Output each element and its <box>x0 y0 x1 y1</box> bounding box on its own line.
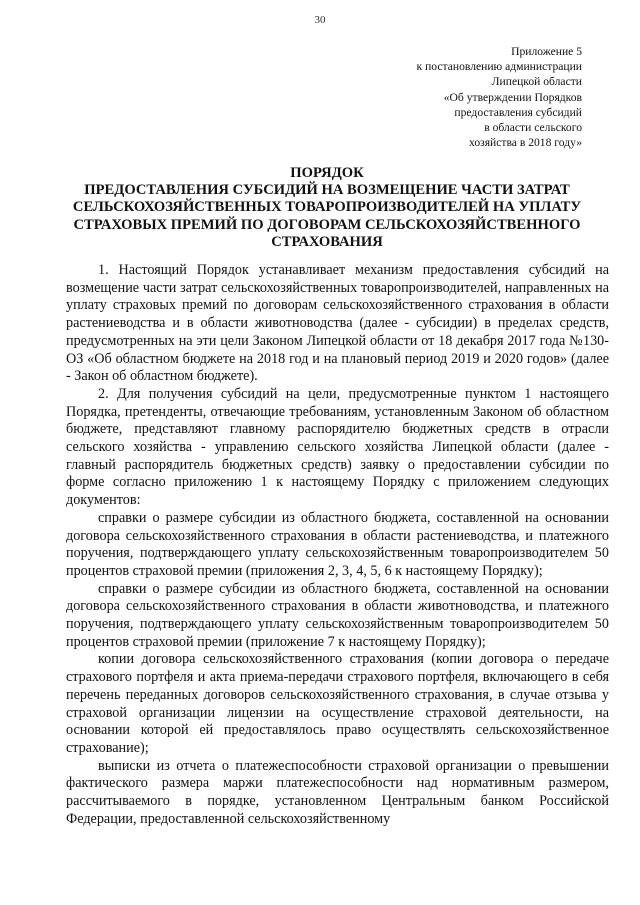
title-line: ПОРЯДОК <box>290 165 364 181</box>
title-line: СТРАХОВАНИЯ <box>271 233 383 250</box>
list-item-solvency-extract: выписки из отчета о платежеспособности страховой организации о превышении фактического размера маржи платежеспособности над нормативным размером, рассчитываемого в порядке, установленном Центральным банком Российской Федерации, предоставленной сельскохозяйственному <box>66 757 609 827</box>
list-item-crop-certificate: справки о размере субсидии из областного бюджета, составленной на основании договора сельскохозяйственного страхования в области растениеводства, и платежного поручения, подтверждающего уплату сельскохозяйственным товаропроизводителем 50 процентов страховой премии (приложения 2, 3, 4, 5, 6 к настоящему Порядку); <box>66 509 609 579</box>
document-title <box>62 165 592 251</box>
appendix-header <box>382 44 582 150</box>
appendix-line: Приложение 5 <box>511 45 582 58</box>
appendix-line: предоставления субсидий <box>454 105 582 119</box>
appendix-line: хозяйства в 2018 году» <box>468 136 582 150</box>
appendix-line: к постановлению администрации <box>416 60 582 74</box>
list-item-livestock-certificate: справки о размере субсидии из областного бюджета, составленной на основании договора сельскохозяйственного страхования в области животноводства, и платежного поручения, подтверждающего уплату сельскохозяйственным товаропроизводителем 50 процентов страховой премии (приложение 7 к настоящему Порядку); <box>66 580 609 650</box>
title-line: СЕЛЬСКОХОЗЯЙСТВЕННЫХ ТОВАРОПРОИЗВОДИТЕЛЕЙ НА УПЛАТУ <box>72 199 582 216</box>
page-number: 30 <box>314 14 326 26</box>
paragraph-1: 1. Настоящий Порядок устанавливает механизм предоставления субсидий на возмещение части затрат сельскохозяйственных товаропроизводителей, направленных на уплату страховых премий по договорам сельскохозяйственного страхования в области растениеводства и в области животноводства (далее - субсидии) в пределах средств, предусмотренных на эти цели Законом Липецкой области от 18 декабря 2017 года №130-ОЗ «Об областном бюджете на 2018 год и на плановый период 2019 и 2020 годов» (далее - Закон об областном бюджете). <box>66 262 609 385</box>
appendix-line: в области сельского <box>484 121 582 135</box>
list-item-contract-copies: копии договора сельскохозяйственного страхования (копии договора о передаче страхового портфеля и акта приема-передачи страхового портфеля, включающего в себя перечень переданных договоров сельскохозяйственного страхования, в случае отзыва у страховой организации лицензии на осуществление страховой деятельности, на основании которой ей предоставлялось право осуществлять сельскохозяйственное страхование); <box>66 651 609 756</box>
appendix-line: Липецкой области <box>491 75 582 89</box>
paragraph-2: 2. Для получения субсидий на цели, предусмотренные пунктом 1 настоящего Порядка, претенденты, отвечающие требованиям, установленным Законом об областном бюджете, представляют главному распорядителю бюджетных средств в отрасли сельского хозяйства - управлению сельского хозяйства Липецкой области (далее - главный распорядитель бюджетных средств) заявку о предоставлении субсидии по форме согласно приложению 1 к настоящему Порядку с приложением следующих документов: <box>66 385 609 509</box>
document-body <box>66 262 609 829</box>
title-line: СТРАХОВЫХ ПРЕМИЙ ПО ДОГОВОРАМ СЕЛЬСКОХОЗЯЙСТВЕННОГО <box>73 216 581 233</box>
appendix-line: «Об утверждении Порядков <box>443 90 582 104</box>
title-line: ПРЕДОСТАВЛЕНИЯ СУБСИДИЙ НА ВОЗМЕЩЕНИЕ ЧАСТИ ЗАТРАТ <box>84 182 570 199</box>
